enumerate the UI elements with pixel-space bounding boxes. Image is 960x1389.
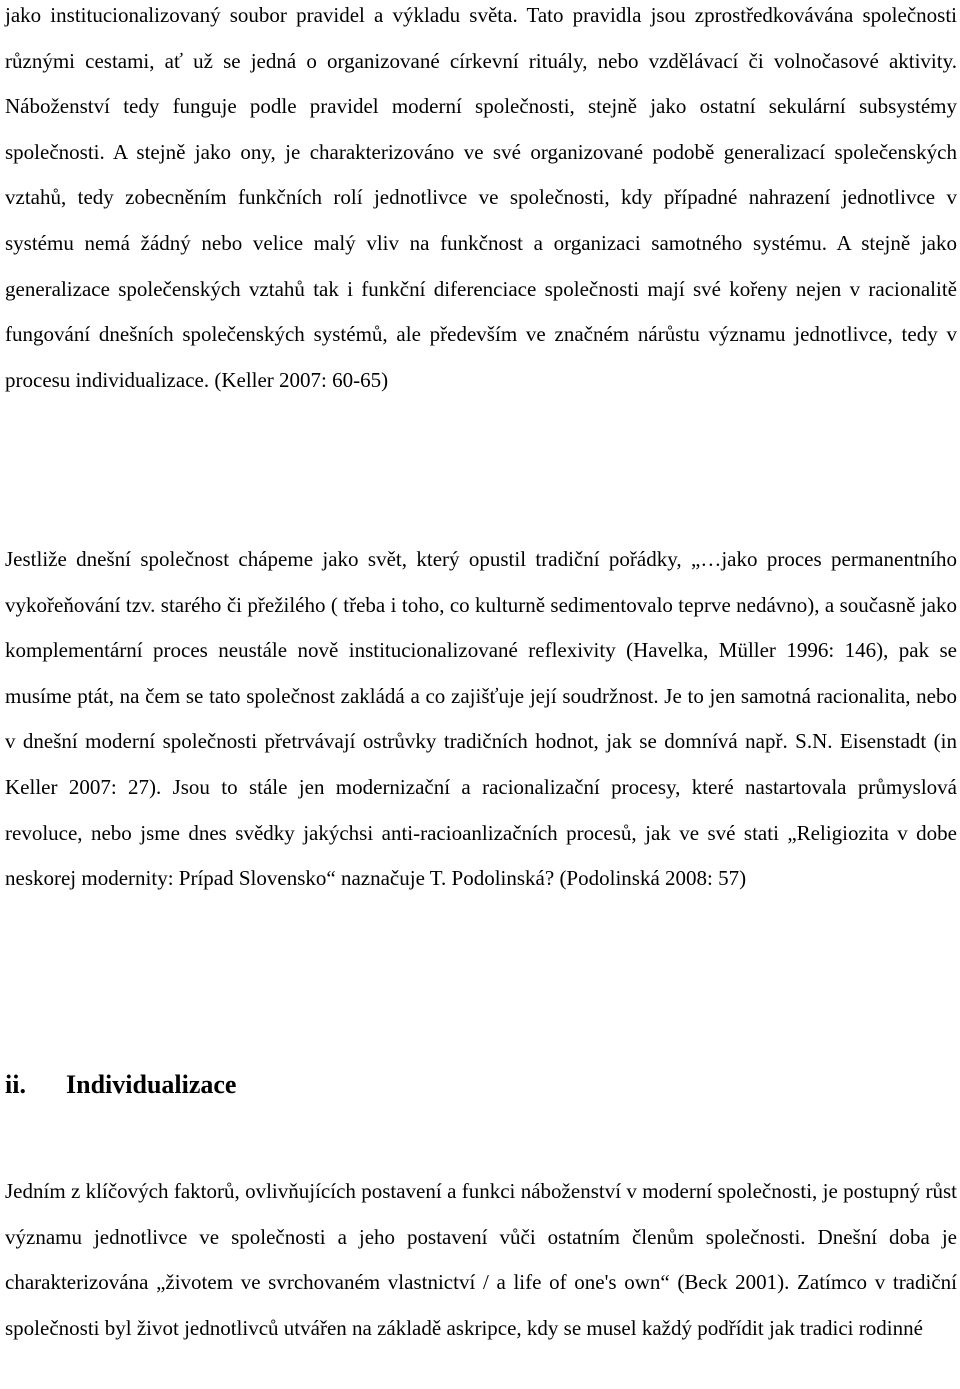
section-number: ii. [5,1070,26,1099]
paragraph-religion-rules: jako institucionalizovaný soubor pravidel a výkladu světa. Tato pravidla jsou zprostředkovávána společnosti různými cestami, ať už se jedná o organizované církevní rituály, nebo vzdělávací či volnočasové aktivity. Náboženství tedy funguje podle pravidel moderní společnosti, stejně jako ostatní sekulární subsystémy společnosti. A stejně jako ony, je charakterizováno ve své organizované podobě generalizací společenských vztahů, tedy zobecněním funkčních rolí jednotlivce ve společnosti, kdy případné nahrazení jednotlivce v systému nemá žádný nebo velice malý vliv na funkčnost a organizaci samotného systému. A stejně jako generalizace společenských vztahů tak i funkční diferenciace společnosti mají své kořeny nejen v racionalitě fungování dnešních společenských systémů, ale především ve značném nárůstu významu jednotlivce, tedy v procesu individualizace. (Keller 2007: 60-65) [5,3,957,392]
paragraph-modern-society: Jestliže dnešní společnost chápeme jako svět, který opustil tradiční pořádky, „…jako proces permanentního vykořeňování tzv. starého či přežilého ( třeba i toho, co kulturně sedimentovalo teprve nedávno), a současně jako komplementární proces neustále nově institucionalizované reflexivity (Havelka, Müller 1996: 146), pak se musíme ptát, na čem se tato společnost zakládá a co zajišťuje její soudržnost. Je to jen samotná racionalita, nebo v dnešní moderní společnosti přetrvávají ostrůvky tradičních hodnot, jak se domnívá např. S.N. Eisenstadt (in Keller 2007: 27). Jsou to stále jen modernizační a racionalizační procesy, které nastartovala průmyslová revoluce, nebo jsme dnes svědky jakýchsi anti-racioanlizačních procesů, jak ve své stati „Religiozita v dobe neskorej modernity: Prípad Slovensko“ naznačuje T. Podolinská? (Podolinská 2008: 57) [5,547,957,891]
paragraph-individualization: Jedním z klíčových faktorů, ovlivňujících postavení a funkci náboženství v moderní společnosti, je postupný růst významu jednotlivce ve společnosti a jeho postavení vůči ostatním členům společnosti. Dnešní doba je charakterizována „životem ve svrchovaném vlastnictví / a life of one's own“ (Beck 2001). Zatímco v tradiční společnosti byl život jednotlivců utvářen na základě askripce, kdy se musel každý podřídit jak tradici rodinné [5,1179,957,1340]
section-title: Individualizace [66,1070,237,1099]
section-heading [5,1065,236,1105]
